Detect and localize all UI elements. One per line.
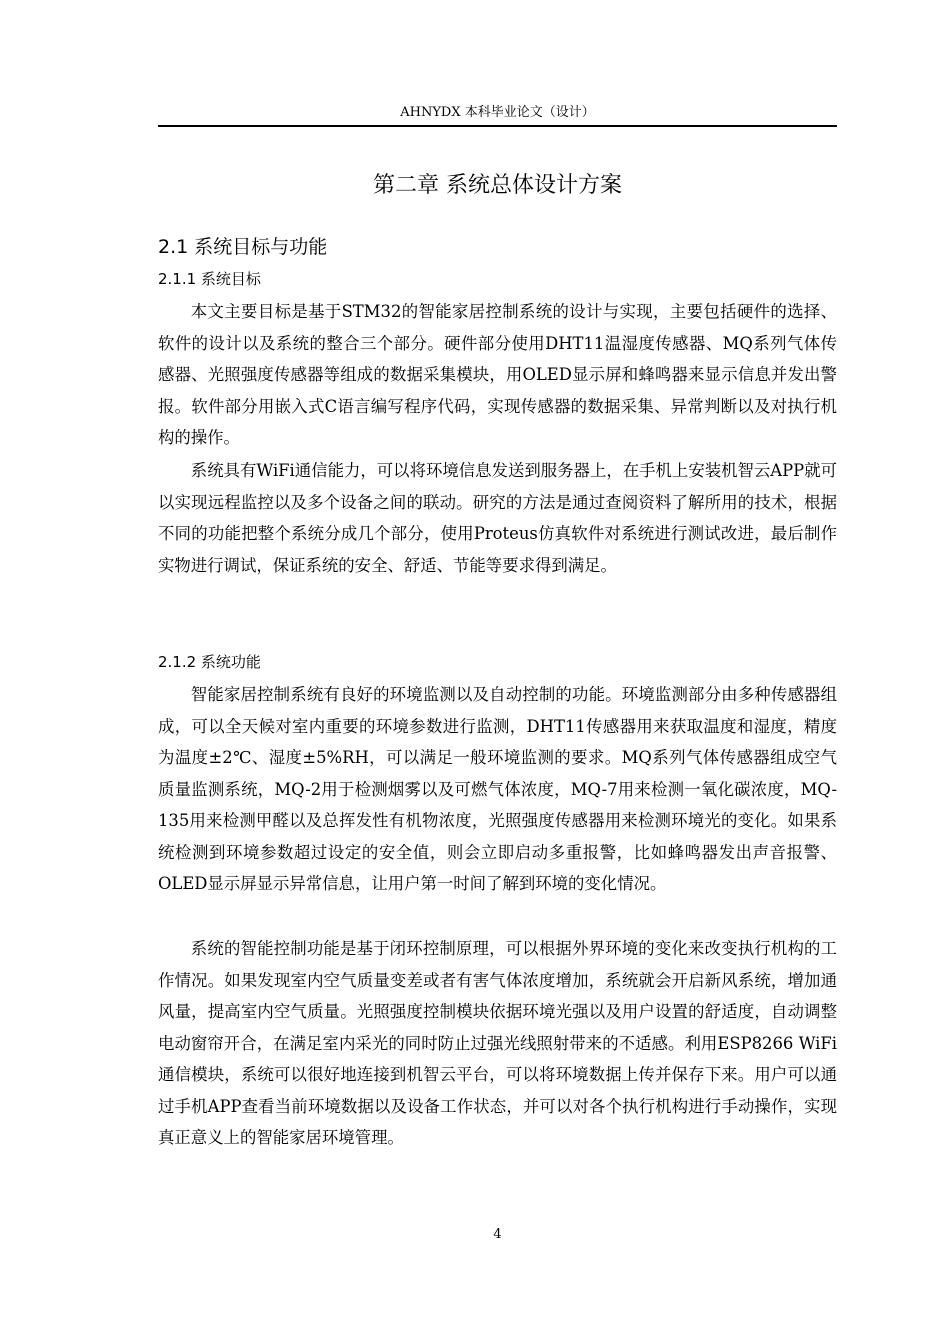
subsection-heading-2-1-2: 2.1.2 系统功能 — [158, 653, 261, 671]
paragraph-function-2: 系统的智能控制功能是基于闭环控制原理，可以根据外界环境的变化来改变执行机构的工作情况。如果发现室内空气质量变差或者有害气体浓度增加，系统就会开启新风系统，增加通风量，提高室内空气质量。光照强度控制模块依据环境光强以及用户设置的舒适度，自动调整电动窗帘开合，在满足室内采光的同时防止过强光线照射带来的不适感。利用ESP8266 WiFi通信模块，系统可以很好地连接到机智云平台，可以将环境数据上传并保存下来。用户可以通过手机APP查看当前环境数据以及设备工作状态，并可以对各个执行机构进行手动操作，实现真正意义上的智能家居环境管理。 — [158, 939, 837, 1147]
page-header: AHNYDX 本科毕业论文（设计） — [400, 105, 595, 120]
paragraph-goal-2: 系统具有WiFi通信能力，可以将环境信息发送到服务器上，在手机上安装机智云APP就可以实现远程监控以及多个设备之间的联动。研究的方法是通过查阅资料了解所用的技术，根据不同的功能把整个系统分成几个部分，使用Proteus仿真软件对系统进行测试改进，最后制作实物进行调试，保证系统的安全、舒适、节能等要求得到满足。 — [158, 461, 837, 575]
header-divider — [158, 125, 837, 127]
paragraph-goal-1: 本文主要目标是基于STM32的智能家居控制系统的设计与实现，主要包括硬件的选择、软件的设计以及系统的整合三个部分。硬件部分使用DHT11温湿度传感器、MQ系列气体传感器、光照强度传感器等组成的数据采集模块，用OLED显示屏和蜂鸣器来显示信息并发出警报。软件部分用嵌入式C语言编写程序代码，实现传感器的数据采集、异常判断以及对执行机构的操作。 — [158, 302, 837, 447]
chapter-title: 第二章 系统总体设计方案 — [373, 173, 622, 198]
subsection-heading-2-1-1: 2.1.1 系统目标 — [158, 270, 261, 288]
page-number: 4 — [493, 1227, 502, 1242]
paragraph-function-1: 智能家居控制系统有良好的环境监测以及自动控制的功能。环境监测部分由多种传感器组成，可以全天候对室内重要的环境参数进行监测，DHT11传感器用来获取温度和湿度，精度为温度±2℃、湿度±5%RH，可以满足一般环境监测的要求。MQ系列气体传感器组成空气质量监测系统，MQ-2用于检测烟雾以及可燃气体浓度，MQ-7用来检测一氧化碳浓度，MQ-135用来检测甲醛以及总挥发性有机物浓度，光照强度传感器用来检测环境光的变化。如果系统检测到环境参数超过设定的安全值，则会立即启动多重报警，比如蜂鸣器发出声音报警、OLED显示屏显示异常信息，让用户第一时间了解到环境的变化情况。 — [158, 685, 837, 893]
section-heading-2-1: 2.1 系统目标与功能 — [158, 236, 328, 258]
